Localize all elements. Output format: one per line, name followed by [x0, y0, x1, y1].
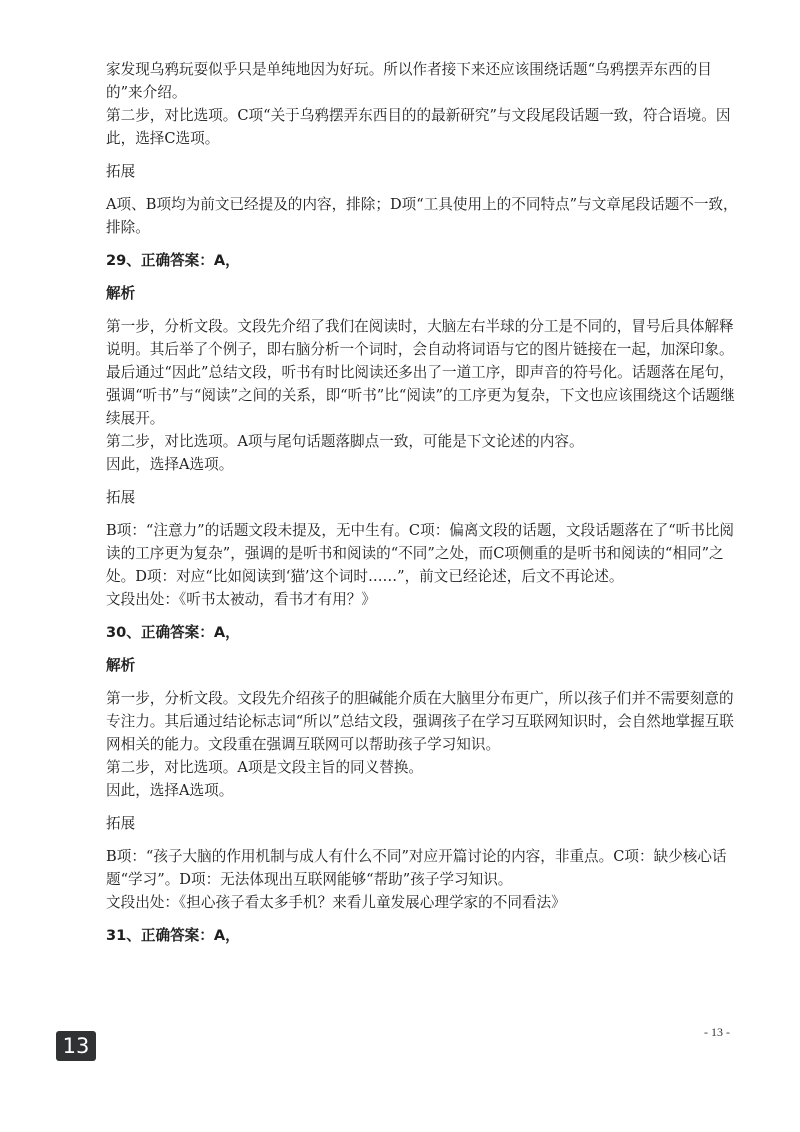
answer-heading: 31、正确答案：A，	[106, 927, 240, 944]
paragraph: 因此，选择A选项。	[106, 456, 234, 473]
paragraph: 第二步，对比选项。A项是文段主旨的同义替换。	[106, 759, 424, 776]
section-label: 拓展	[106, 815, 136, 832]
source-line: 文段出处：《听书太被动，看书才有用？》	[106, 591, 376, 608]
paragraph: A项、B项均为前文已经提及的内容，排除；D项“工具使用上的不同特点”与文章尾段话题不一致，排除。	[106, 196, 738, 236]
paragraph: B项：“注意力”的话题文段未提及，无中生有。C项：偏离文段的话题，文段话题落在了“听书比阅读的工序更为复杂”，强调的是听书和阅读的“不同”之处，而C项侧重的是听书和阅读的“相同”之处。D项：对应“比如阅读到‘猫’这个词时……”，前文已经论述，后文不再论述。	[106, 522, 735, 585]
paragraph: 第一步，分析文段。文段先介绍孩子的胆碱能介质在大脑里分布更广，所以孩子们并不需要刻意的专注力。其后通过结论标志词“所以”总结文段，强调孩子在学习互联网知识时，会自然地掌握互联网相关的能力。文段重在强调互联网可以帮助孩子学习知识。	[106, 690, 734, 753]
answer-heading: 30、正确答案：A，	[106, 624, 240, 641]
paragraph: 第一步，分析文段。文段先介绍了我们在阅读时，大脑左右半球的分工是不同的，冒号后具体解释说明。其后举了个例子，即右脑分析一个词时，会自动将词语与它的图片链接在一起，加深印象。最后通过“因此”总结文段，听书有时比阅读还多出了一道工序，即声音的符号化。话题落在尾句，强调“听书”与“阅读”之间的关系，即“听书”比“阅读”的工序更为复杂，下文也应该围绕这个话题继续展开。	[106, 318, 735, 427]
section-label: 拓展	[106, 163, 136, 180]
paragraph: 第二步，对比选项。A项与尾句话题落脚点一致，可能是下文论述的内容。	[106, 433, 584, 450]
paragraph: 第二步，对比选项。C项“关于乌鸦摆弄东西目的的最新研究”与文段尾段话题一致，符合语境。因此，选择C选项。	[106, 107, 731, 147]
page-number: - 13 -	[704, 1025, 730, 1039]
paragraph: 家发现乌鸦玩耍似乎只是单纯地因为好玩。所以作者接下来还应该围绕话题“乌鸦摆弄东西的目的”来介绍。	[106, 61, 712, 101]
section-label: 拓展	[106, 489, 136, 506]
page-badge: 13	[56, 1031, 96, 1061]
paragraph: 因此，选择A选项。	[106, 782, 234, 799]
answer-heading: 29、正确答案：A，	[106, 252, 240, 269]
analysis-heading: 解析	[106, 657, 136, 674]
source-line: 文段出处：《担心孩子看太多手机？来看儿童发展心理学家的不同看法》	[106, 894, 566, 911]
analysis-heading: 解析	[106, 285, 136, 302]
paragraph: B项：“孩子大脑的作用机制与成人有什么不同”对应开篇讨论的内容，非重点。C项：缺少核心话题“学习”。D项：无法体现出互联网能够“帮助”孩子学习知识。	[106, 848, 727, 888]
document-body	[106, 58, 738, 947]
